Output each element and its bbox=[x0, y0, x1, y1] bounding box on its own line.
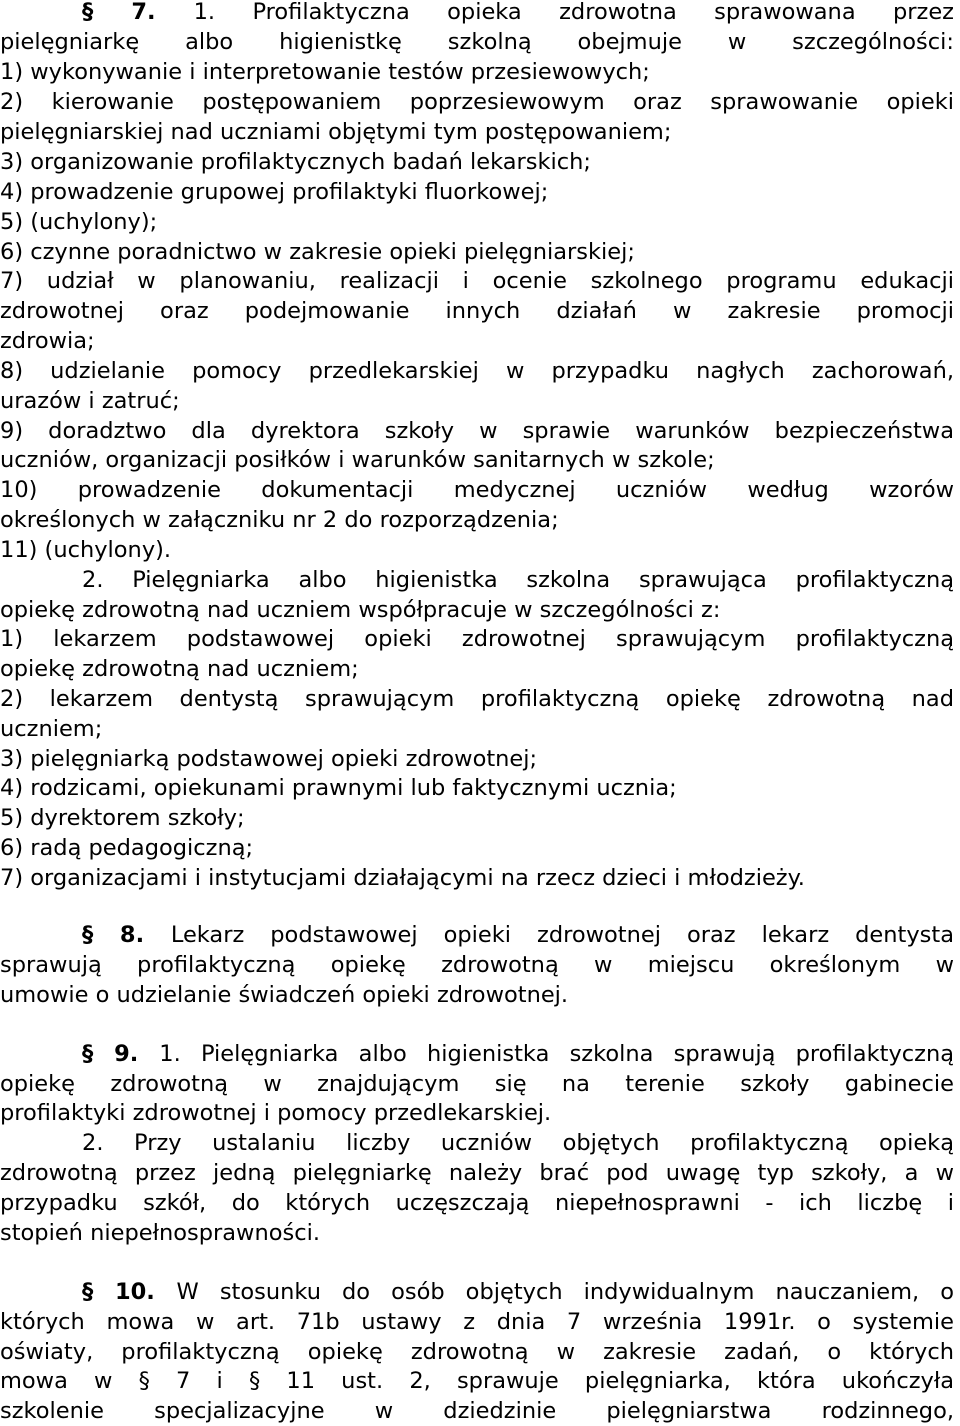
text-line: stopień niepełnosprawności. bbox=[0, 1220, 320, 1246]
list-item: 4) rodzicami, opiekunami prawnymi lub faktycznymi ucznia; bbox=[0, 775, 677, 801]
text-line: uczniem; bbox=[0, 716, 103, 742]
list-item: 1) wykonywanie i interpretowanie testów przesiewowych; bbox=[0, 59, 650, 85]
text-line: których mowa w art. 71b ustawy z dnia 7 września 1991r. o systemie bbox=[0, 1309, 954, 1335]
section-mark: § 7. bbox=[82, 0, 194, 25]
text-line: szkolenie specjalizacyjne w dziedzinie pielęgniarstwa rodzinnego, bbox=[0, 1398, 954, 1424]
paragraph-7-line bbox=[0, 0, 954, 27]
list-item: 7) organizacjami i instytucjami działającymi na rzecz dzieci i młodzieży. bbox=[0, 865, 805, 891]
list-item: 2) lekarzem dentystą sprawującym profilaktyczną opiekę zdrowotną nad bbox=[0, 686, 954, 712]
text-line: uczniów, organizacji posiłków i warunków sanitarnych w szkole; bbox=[0, 447, 715, 473]
text-line: mowa w § 7 i § 11 ust. 2, sprawuje pielęgniarka, która ukończyła bbox=[0, 1368, 954, 1394]
text-line: określonych w załączniku nr 2 do rozporządzenia; bbox=[0, 507, 559, 533]
text-line: przypadku szkół, do których uczęszczają niepełnosprawni - ich liczbę i bbox=[0, 1190, 954, 1216]
section-mark: § 10. bbox=[82, 1279, 177, 1305]
paragraph-10-line bbox=[0, 1277, 954, 1307]
text-line: pielęgniarskiej nad uczniami objętymi tym postępowaniem; bbox=[0, 119, 672, 145]
list-item: 5) (uchylony); bbox=[0, 209, 158, 235]
list-item: 8) udzielanie pomocy przedlekarskiej w przypadku nagłych zachorowań, bbox=[0, 358, 954, 384]
text-line: 2. Przy ustalaniu liczby uczniów objętych profilaktyczną opieką bbox=[82, 1130, 954, 1156]
text-line: opiekę zdrowotną nad uczniem współpracuje w szczególności z: bbox=[0, 597, 721, 623]
text-line: 2. Pielęgniarka albo higienistka szkolna sprawująca profilaktyczną bbox=[82, 567, 954, 593]
paragraph-8-line bbox=[0, 920, 954, 950]
text-line: 1. Pielęgniarka albo higienistka szkolna sprawują profilaktyczną bbox=[159, 1041, 954, 1067]
text-line: zdrowia; bbox=[0, 328, 95, 354]
text-line: Lekarz podstawowej opieki zdrowotnej oraz lekarz dentysta bbox=[170, 922, 954, 948]
section-mark: § 9. bbox=[82, 1041, 160, 1067]
list-item: 7) udział w planowaniu, realizacji i ocenie szkolnego programu edukacji bbox=[0, 268, 954, 294]
text-line: urazów i zatruć; bbox=[0, 388, 180, 414]
text-line: profilaktyki zdrowotnej i pomocy przedlekarskiej. bbox=[0, 1100, 552, 1126]
list-item: 9) doradztwo dla dyrektora szkoły w sprawie warunków bezpieczeństwa bbox=[0, 418, 954, 444]
list-item: 11) (uchylony). bbox=[0, 537, 172, 563]
text-line: W stosunku do osób objętych indywidualnym nauczaniem, o bbox=[176, 1279, 954, 1305]
text-line: opiekę zdrowotną nad uczniem; bbox=[0, 656, 359, 682]
list-item: 5) dyrektorem szkoły; bbox=[0, 805, 245, 831]
list-item: 3) organizowanie profilaktycznych badań lekarskich; bbox=[0, 149, 591, 175]
section-mark: § 8. bbox=[82, 922, 171, 948]
list-item: 4) prowadzenie grupowej profilaktyki fluorkowej; bbox=[0, 179, 549, 205]
paragraph-9-line bbox=[0, 1039, 954, 1069]
list-item: 2) kierowanie postępowaniem poprzesiewowym oraz sprawowanie opieki bbox=[0, 89, 954, 115]
text-line: zdrowotną przez jedną pielęgniarkę należy brać pod uwagę typ szkoły, a w bbox=[0, 1160, 954, 1186]
text-line: oświaty, profilaktyczną opiekę zdrowotną w zakresie zadań, o których bbox=[0, 1339, 954, 1365]
text-line: zdrowotnej oraz podejmowanie innych działań w zakresie promocji bbox=[0, 298, 954, 324]
text-line: 1. Profilaktyczna opieka zdrowotna sprawowana przez bbox=[193, 0, 954, 25]
list-item: 10) prowadzenie dokumentacji medycznej uczniów według wzorów bbox=[0, 477, 954, 503]
text-line: pielęgniarkę albo higienistkę szkolną obejmuje w szczególności: bbox=[0, 29, 954, 55]
text-line: sprawują profilaktyczną opiekę zdrowotną w miejscu określonym w bbox=[0, 952, 954, 978]
list-item: 6) czynne poradnictwo w zakresie opieki pielęgniarskiej; bbox=[0, 239, 635, 265]
text-line: umowie o udzielanie świadczeń opieki zdrowotnej. bbox=[0, 982, 569, 1008]
list-item: 3) pielęgniarką podstawowej opieki zdrowotnej; bbox=[0, 746, 538, 772]
list-item: 6) radą pedagogiczną; bbox=[0, 835, 254, 861]
list-item: 1) lekarzem podstawowej opieki zdrowotnej sprawującym profilaktyczną bbox=[0, 626, 954, 652]
text-line: opiekę zdrowotną w znajdującym się na terenie szkoły gabinecie bbox=[0, 1071, 954, 1097]
